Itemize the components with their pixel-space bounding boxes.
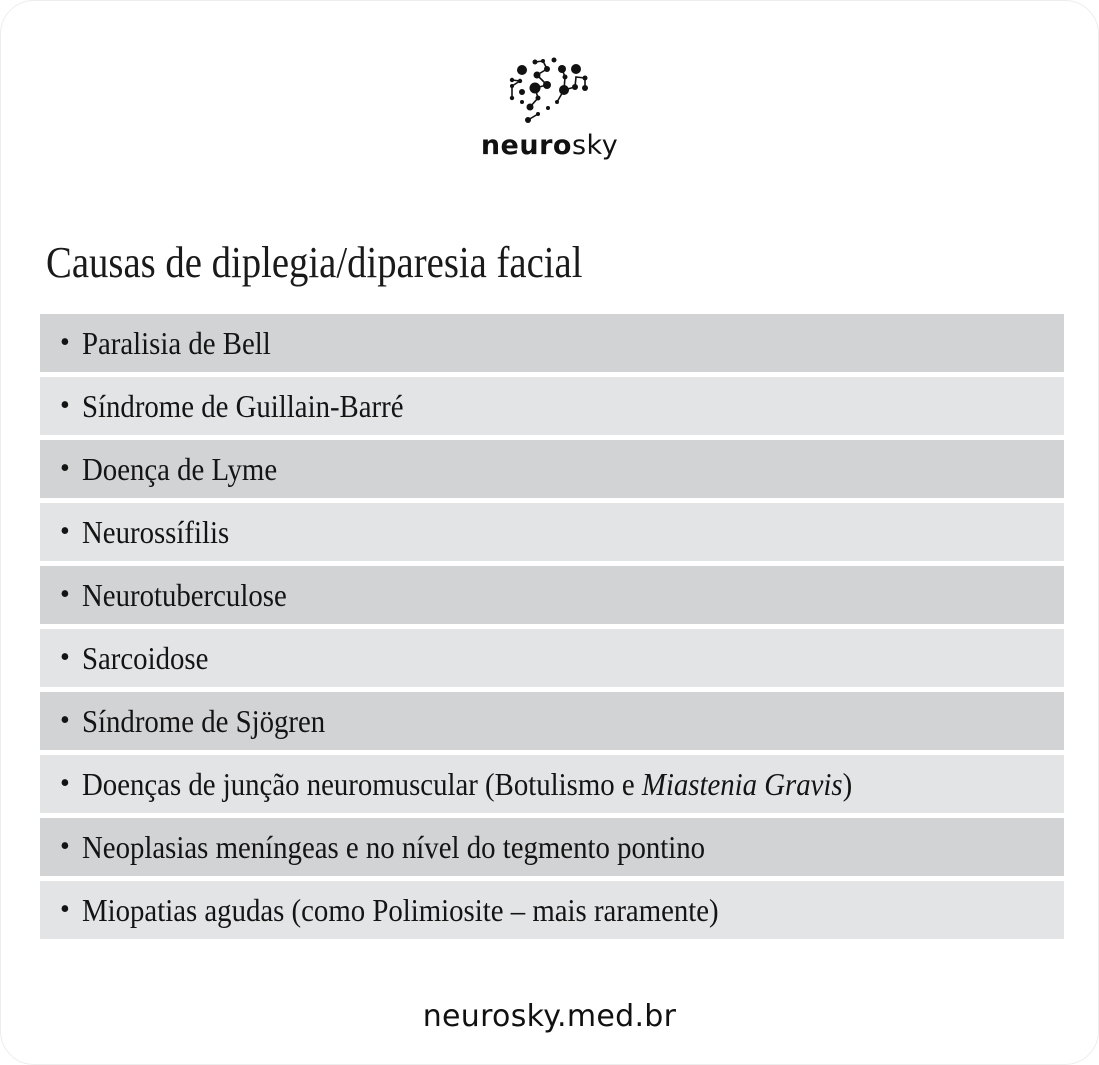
cause-text-italic: Miastenia Gravis	[641, 765, 843, 802]
list-item	[40, 818, 1064, 876]
bullet: •	[60, 831, 70, 862]
bullet: •	[60, 390, 70, 421]
list-item	[40, 440, 1064, 498]
bullet: •	[60, 894, 70, 925]
cause-text-suffix: )	[842, 765, 853, 802]
list-item	[40, 881, 1064, 939]
cause-text: Neurotuberculose	[82, 576, 287, 613]
bullet: •	[60, 768, 70, 799]
bullet: •	[60, 642, 70, 673]
bullet: •	[60, 327, 70, 358]
cause-text: Síndrome de Guillain-Barré	[82, 387, 404, 424]
bullet: •	[60, 453, 70, 484]
brand-logo	[0, 55, 1099, 163]
bullet: •	[60, 579, 70, 610]
list-item	[40, 503, 1064, 561]
list-item	[40, 692, 1064, 750]
cause-text: Neurossífilis	[82, 513, 230, 550]
bullet: •	[60, 705, 70, 736]
list-item	[40, 629, 1064, 687]
causes-list	[40, 314, 1064, 944]
brain-network-icon	[505, 55, 595, 127]
cause-text: Síndrome de Sjögren	[82, 702, 326, 739]
footer-url: neurosky.med.br	[422, 999, 677, 1034]
list-item	[40, 566, 1064, 624]
cause-text-mixed	[82, 766, 852, 803]
brand-name-light: sky	[571, 130, 619, 161]
page-title: Causas de diplegia/diparesia facial	[46, 238, 583, 287]
list-item	[40, 377, 1064, 435]
bullet: •	[60, 516, 70, 547]
cause-text: Sarcoidose	[82, 639, 209, 676]
cause-text: Neoplasias meníngeas e no nível do tegmento pontino	[82, 828, 706, 865]
list-item	[40, 755, 1064, 813]
brand-name-bold: neuro	[480, 130, 572, 161]
brand-name	[0, 129, 1099, 163]
cause-text: Doenças de junção neuromuscular (Botulismo e	[82, 765, 642, 802]
list-item	[40, 314, 1064, 372]
cause-text: Paralisia de Bell	[82, 324, 271, 361]
cause-text: Doença de Lyme	[82, 450, 278, 487]
cause-text: Miopatias agudas (como Polimiosite – mais raramente)	[82, 891, 719, 928]
